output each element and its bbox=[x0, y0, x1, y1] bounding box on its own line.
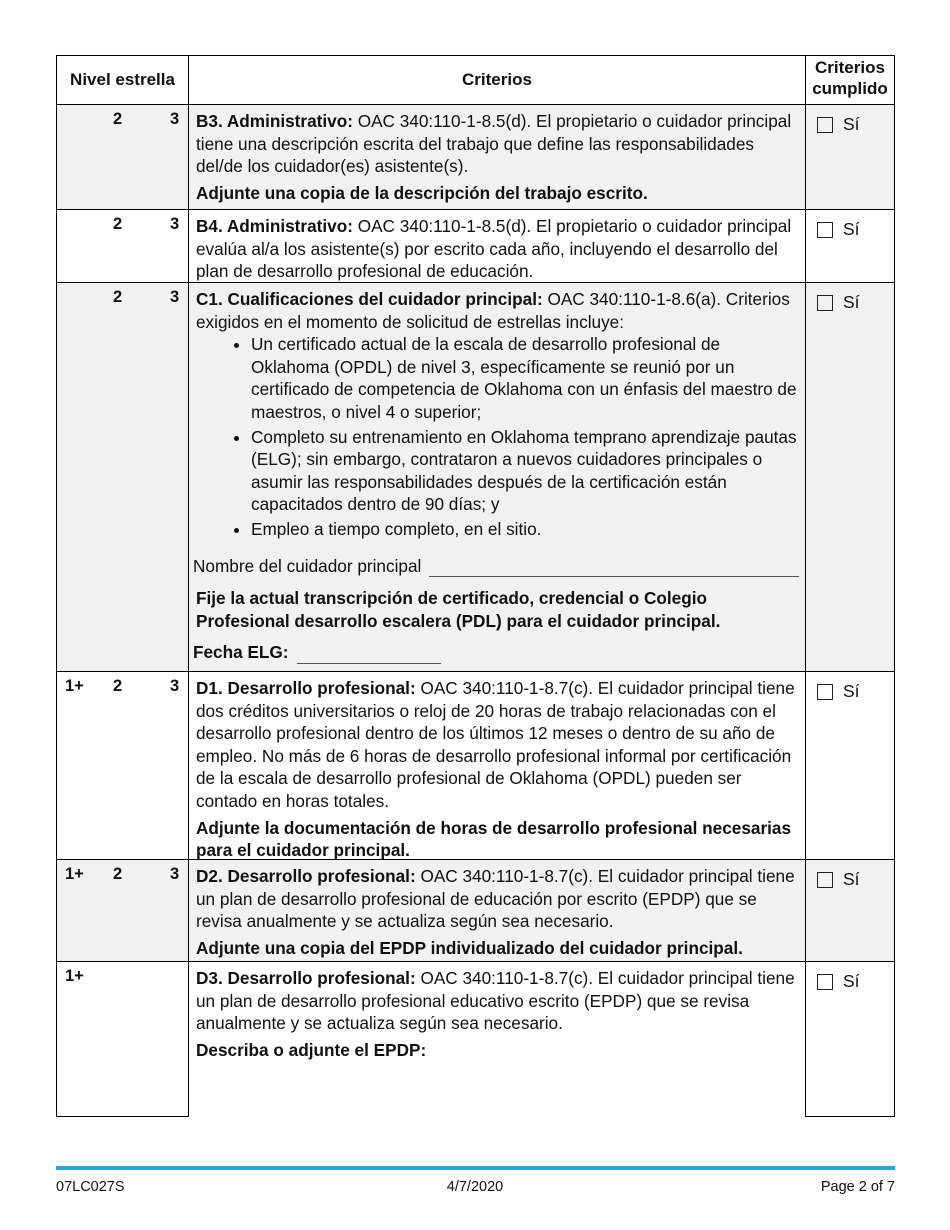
yes-checkbox[interactable]: Sí bbox=[817, 681, 860, 702]
attach-instruction: Adjunte una copia de la descripción del trabajo escrito. bbox=[196, 182, 648, 203]
criteria-text: D2. Desarrollo profesional: OAC 340:110-1-8.7(c). El cuidador principal tiene un plan de desarrollo profesional de educación por escrito (EPDP) que se revisa anualmente y se actualiza según sea necesario. Adjunte una copia del EPDP individualizado del cuidador principal. bbox=[196, 865, 799, 959]
checkbox-icon[interactable] bbox=[817, 117, 833, 133]
footer-divider bbox=[56, 1166, 895, 1170]
list-item: • Un certificado actual de la escala de desarrollo profesional de Oklahoma (OPDL) de nivel 3, específicamente se reunió por un certificado de competencia de Oklahoma con un énfasis del maestro de maestros, o nivel 4 o superior; bbox=[251, 333, 799, 423]
header-met: Criterios cumplido bbox=[812, 58, 888, 98]
header-criteria: Criterios bbox=[462, 70, 532, 89]
yes-checkbox[interactable]: Sí bbox=[817, 292, 860, 313]
star-level: 3 bbox=[170, 865, 180, 883]
yes-checkbox[interactable]: Sí bbox=[817, 114, 860, 135]
table-row bbox=[56, 672, 895, 860]
star-level: 2 bbox=[113, 110, 123, 128]
criteria-text: C1. Cualificaciones del cuidador principal: OAC 340:110-1-8.6(a). Criterios exigidos en el momento de solicitud de estrellas incluye: • Un certificado actual de la escala de desarrollo profesional de Oklahoma (OPDL) de nivel 3, específicamente se reunió por un certificado de competencia de Oklahoma con un énfasis del maestro de maestros, o nivel 4 o superior; • Completo su entrenamiento en Oklahoma temprano aprendizaje pautas (ELG); sin embargo, contrataron a nuevos cuidadores principales o asumir las responsabilidades después de la certificación están capacitados dentro de 90 días; y • Empleo a tiempo completo, en el sitio. Nombre del cuidador principal Fije la actual transcripción de certificado, credencial o Colegio Profesional desarrollo escalera (PDL) para el cuidador principal. Fecha ELG: bbox=[196, 288, 799, 664]
criteria-text: D3. Desarrollo profesional: OAC 340:110-1-8.7(c). El cuidador principal tiene un plan de desarrollo profesional educativo escrito (EPDP) que se revisa anualmente y se actualiza según sea necesario. Describa o adjunte el EPDP: bbox=[196, 967, 799, 1061]
criteria-table bbox=[56, 55, 895, 1117]
checkbox-icon[interactable] bbox=[817, 684, 833, 700]
requirements-list bbox=[196, 333, 799, 540]
attach-instruction: Adjunte la documentación de horas de desarrollo profesional necesarias para el cuidador principal. bbox=[196, 817, 792, 861]
checkbox-icon[interactable] bbox=[817, 974, 833, 990]
checkbox-icon[interactable] bbox=[817, 872, 833, 888]
star-level: 2 bbox=[113, 865, 123, 883]
star-level: 2 bbox=[113, 288, 123, 306]
table-row bbox=[56, 210, 895, 283]
yes-checkbox[interactable]: Sí bbox=[817, 219, 860, 240]
table-row bbox=[56, 860, 895, 962]
yes-checkbox[interactable]: Sí bbox=[817, 971, 860, 992]
star-level: 3 bbox=[170, 677, 180, 695]
form-date: 4/7/2020 bbox=[446, 1179, 504, 1195]
star-level: 2 bbox=[113, 677, 123, 695]
caregiver-name-input[interactable] bbox=[429, 558, 799, 577]
checkbox-icon[interactable] bbox=[817, 222, 833, 238]
table-row bbox=[56, 105, 895, 210]
checkbox-icon[interactable] bbox=[817, 295, 833, 311]
table-header bbox=[56, 55, 895, 105]
yes-checkbox[interactable]: Sí bbox=[817, 869, 860, 890]
star-level: 1+ bbox=[65, 967, 84, 985]
page-number: Page 2 of 7 bbox=[820, 1179, 895, 1195]
list-item: • Empleo a tiempo completo, en el sitio. bbox=[251, 518, 799, 541]
attach-instruction: Describa o adjunte el EPDP: bbox=[196, 1039, 427, 1060]
attach-instruction: Adjunte una copia del EPDP individualizado del cuidador principal. bbox=[196, 937, 743, 958]
form-code: 07LC027S bbox=[56, 1179, 125, 1195]
criteria-text: B3. Administrativo: OAC 340:110-1-8.5(d). El propietario o cuidador principal tiene una descripción escrita del trabajo que define las responsabilidades del/de los cuidador(es) asistente(s). Adjunte una copia de la descripción del trabajo escrito. bbox=[196, 110, 799, 204]
list-item: • Completo su entrenamiento en Oklahoma temprano aprendizaje pautas (ELG); sin embargo, contrataron a nuevos cuidadores principales o asumir las responsabilidades después de la certificación están capacitados dentro de 90 días; y bbox=[251, 426, 799, 516]
table-row bbox=[56, 962, 895, 1117]
star-level: 1+ bbox=[65, 677, 84, 695]
star-level: 3 bbox=[170, 110, 180, 128]
attach-instruction: Fije la actual transcripción de certificado, credencial o Colegio Profesional desarrollo escalera (PDL) para el cuidador principal. bbox=[196, 588, 721, 631]
criteria-text: B4. Administrativo: OAC 340:110-1-8.5(d). El propietario o cuidador principal evalúa al/a los asistente(s) por escrito cada año, incluyendo el desarrollo del plan de desarrollo profesional de educación. bbox=[196, 216, 792, 282]
header-level: Nivel estrella bbox=[70, 70, 175, 89]
table-row bbox=[56, 283, 895, 672]
caregiver-name-field: Nombre del cuidador principal bbox=[193, 555, 799, 578]
elg-date-field: Fecha ELG: bbox=[193, 641, 799, 664]
criteria-text: D1. Desarrollo profesional: OAC 340:110-1-8.7(c). El cuidador principal tiene dos créditos universitarios o reloj de 20 horas de trabajo relacionadas con el desarrollo profesional dentro de los últimos 12 meses o dentro de su año de empleo. No más de 6 horas de desarrollo profesional informal por certificación de la escala de desarrollo profesional de Oklahoma (OPDL) pueden ser contado en horas totales. Adjunte la documentación de horas de desarrollo profesional necesarias para el cuidador principal. bbox=[196, 677, 799, 862]
star-level: 1+ bbox=[65, 865, 84, 883]
star-level: 2 bbox=[113, 215, 123, 233]
star-level: 3 bbox=[170, 215, 180, 233]
star-level: 3 bbox=[170, 288, 180, 306]
elg-date-input[interactable] bbox=[297, 645, 441, 664]
